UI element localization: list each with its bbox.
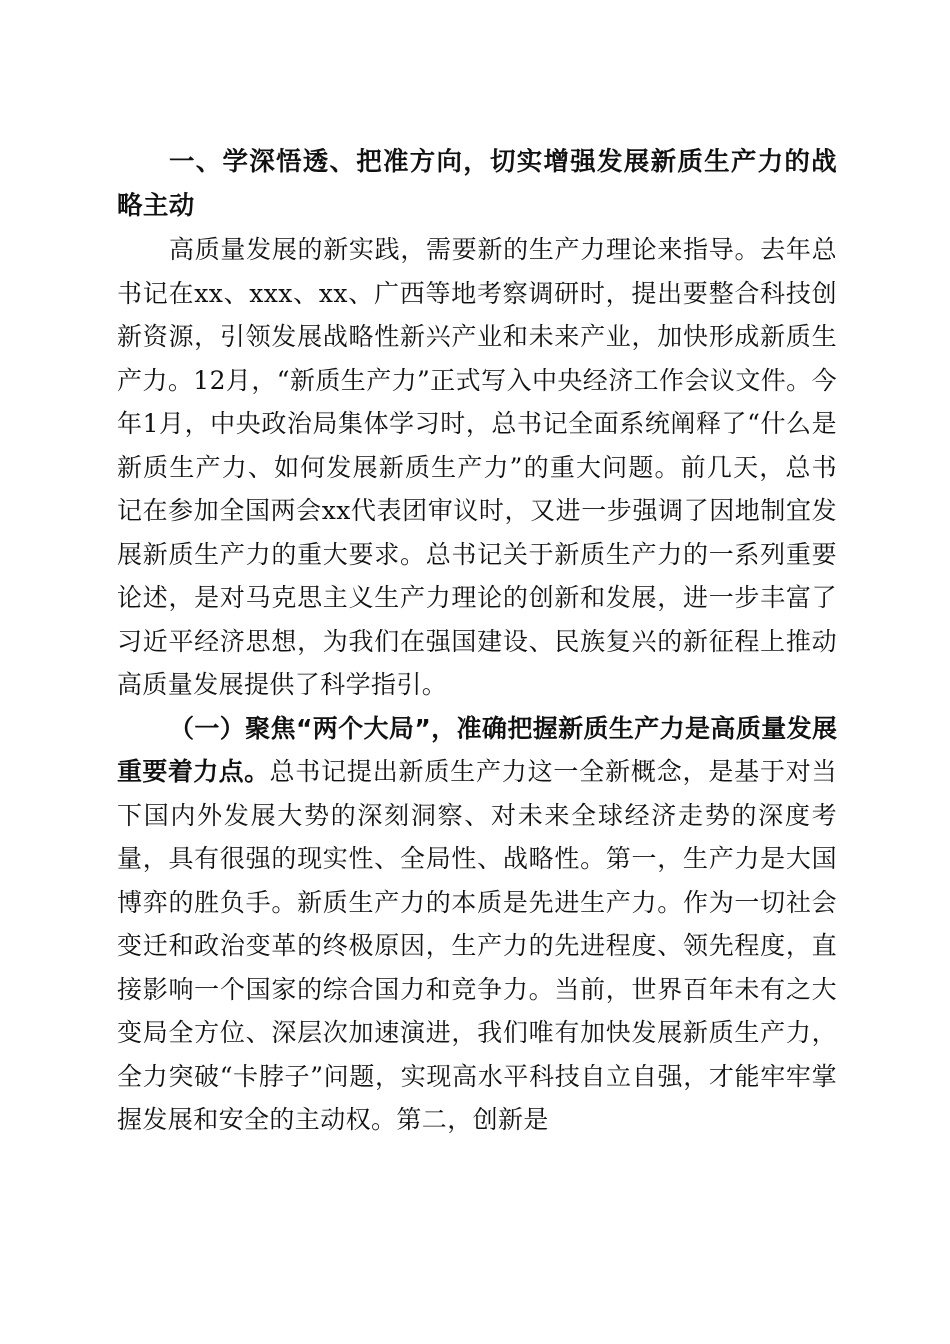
paragraph-intro: 高质量发展的新实践，需要新的生产力理论来指导。去年总书记在xx、xxx、xx、广西等地考察调研时，提出要整合科技创新资源，引领发展战略性新兴产业和未来产业，加快形成新质生产力。12月，“新质生产力”正式写入中央经济工作会议文件。今年1月，中央政治局集体学习时，总书记全面系统阐释了“什么是新质生产力、如何发展新质生产力”的重大问题。前几天，总书记在参加全国两会xx代表团审议时，又进一步强调了因地制宜发展新质生产力的重大要求。总书记关于新质生产力的一系列重要论述，是对马克思主义生产力理论的创新和发展，进一步丰富了习近平经济思想，为我们在强国建设、民族复兴的新征程上推动高质量发展提供了科学指引。 <box>117 235 837 699</box>
subsection-body: 总书记提出新质生产力这一全新概念，是基于对当下国内外发展大势的深刻洞察、对未来全球经济走势的深度考量，具有很强的现实性、全局性、战略性。第一，生产力是大国博弈的胜负手。新质生产力的本质是先进生产力。作为一切社会变迁和政治变革的终极原因，生产力的先进程度、领先程度，直接影响一个国家的综合国力和竞争力。当前，世界百年未有之大变局全方位、深层次加速演进，我们唯有加快发展新质生产力，全力突破“卡脖子”问题，实现高水平科技自立自强，才能牢牢掌握发展和安全的主动权。第二，创新是 <box>117 757 837 1134</box>
paragraph-section-1 <box>117 707 837 1142</box>
section-heading: 一、学深悟透、把准方向，切实增强发展新质生产力的战略主动 <box>117 147 837 221</box>
subsection-heading: （一）聚焦“两个大局”，准确把握新质生产力是高质量发展重要着力点。 <box>117 713 837 786</box>
document-body <box>117 141 837 1142</box>
